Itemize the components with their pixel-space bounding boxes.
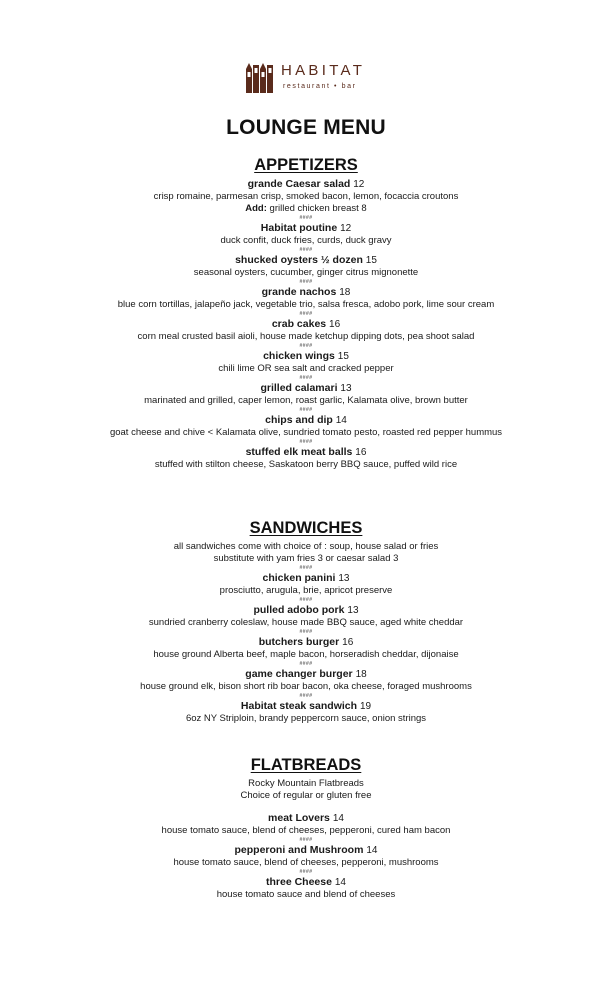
item-name: pulled adobo pork 13 bbox=[253, 604, 359, 616]
item-description: corn meal crusted basil aioli, house made ketchup dipping dots, pea shoot salad bbox=[137, 331, 475, 342]
item-price: 15 bbox=[365, 255, 377, 266]
item-price: 18 bbox=[339, 287, 351, 298]
item-name: stuffed elk meat balls 16 bbox=[245, 446, 367, 458]
item-price: 14 bbox=[332, 813, 344, 824]
item-description: prosciutto, arugula, brie, apricot preserve bbox=[219, 585, 393, 596]
menu-item bbox=[0, 812, 612, 837]
separator: #### bbox=[299, 343, 313, 349]
item-price: 18 bbox=[355, 669, 367, 680]
item-description: house ground Alberta beef, maple bacon, horseradish cheddar, dijonaise bbox=[153, 649, 459, 660]
separator: #### bbox=[299, 869, 313, 875]
separator: #### bbox=[299, 837, 313, 843]
item-name: three Cheese 14 bbox=[266, 876, 346, 888]
item-description: chili lime OR sea salt and cracked pepper bbox=[218, 363, 394, 374]
item-name: grande Caesar salad 12 bbox=[247, 178, 365, 190]
section-note: all sandwiches come with choice of : soup, house salad or fries bbox=[173, 541, 439, 552]
flatbreads-heading: FLATBREADS bbox=[250, 756, 362, 774]
menu-item bbox=[0, 382, 612, 407]
item-price: 12 bbox=[353, 179, 365, 190]
separator: #### bbox=[299, 279, 313, 285]
separator: #### bbox=[299, 215, 313, 221]
separator: #### bbox=[299, 247, 313, 253]
separator: #### bbox=[299, 597, 313, 603]
item-name: game changer burger 18 bbox=[245, 668, 367, 680]
item-name: chips and dip 14 bbox=[265, 414, 347, 426]
menu-item bbox=[0, 446, 612, 471]
item-description: crisp romaine, parmesan crisp, smoked bacon, lemon, focaccia croutons bbox=[153, 191, 459, 202]
menu-item bbox=[0, 414, 612, 439]
item-price: 16 bbox=[342, 637, 354, 648]
menu-item bbox=[0, 636, 612, 661]
item-name: grilled calamari 13 bbox=[260, 382, 352, 394]
item-description: duck confit, duck fries, curds, duck gravy bbox=[220, 235, 392, 246]
separator: #### bbox=[299, 407, 313, 413]
item-price: 14 bbox=[335, 415, 347, 426]
menu-item bbox=[0, 350, 612, 375]
habitat-logo bbox=[0, 60, 612, 100]
menu-item bbox=[0, 222, 612, 247]
section-note: Rocky Mountain Flatbreads bbox=[248, 778, 364, 789]
item-name: crab cakes 16 bbox=[271, 318, 341, 330]
item-name: Habitat poutine 12 bbox=[260, 222, 352, 234]
menu-item bbox=[0, 604, 612, 629]
habitat-logo-mark-icon bbox=[246, 63, 274, 93]
separator: #### bbox=[299, 439, 313, 445]
item-description: house tomato sauce, blend of cheeses, pepperoni, mushrooms bbox=[173, 857, 439, 868]
item-description: house tomato sauce and blend of cheeses bbox=[216, 889, 396, 900]
brand-subtitle: restaurant • bar bbox=[283, 83, 357, 90]
item-name: meat Lovers 14 bbox=[268, 812, 344, 824]
sandwiches-heading: SANDWICHES bbox=[249, 519, 363, 537]
menu-item bbox=[0, 286, 612, 311]
item-price: 19 bbox=[359, 701, 372, 712]
separator: #### bbox=[299, 661, 313, 667]
item-price: 14 bbox=[334, 877, 346, 888]
menu-item bbox=[0, 254, 612, 279]
item-description: seasonal oysters, cucumber, ginger citrus mignonette bbox=[193, 267, 419, 278]
item-description: 6oz NY Striploin, brandy peppercorn sauce, onion strings bbox=[185, 713, 427, 724]
flatbreads-section bbox=[0, 752, 612, 901]
menu-item bbox=[0, 876, 612, 901]
item-name: grande nachos 18 bbox=[261, 286, 351, 298]
item-price: 12 bbox=[340, 223, 352, 234]
item-name: shucked oysters ½ dozen 15 bbox=[235, 254, 377, 266]
appetizers-section bbox=[0, 152, 612, 471]
separator: #### bbox=[299, 565, 313, 571]
item-price: 16 bbox=[329, 319, 341, 330]
item-description: stuffed with stilton cheese, Saskatoon berry BBQ sauce, puffed wild rice bbox=[154, 459, 458, 470]
item-description: goat cheese and chive < Kalamata olive, sundried tomato pesto, roasted red pepper hummus bbox=[109, 427, 503, 438]
section-note: Choice of regular or gluten free bbox=[240, 790, 372, 801]
separator: #### bbox=[299, 693, 313, 699]
item-description: blue corn tortillas, jalapeño jack, vegetable trio, salsa fresca, adobo pork, lime sour cream bbox=[117, 299, 495, 310]
item-price: 16 bbox=[355, 447, 367, 458]
item-description: house ground elk, bison short rib boar bacon, oka cheese, foraged mushrooms bbox=[140, 681, 472, 692]
item-description: house tomato sauce, blend of cheeses, pepperoni, cured ham bacon bbox=[161, 825, 451, 836]
section-note: substitute with yam fries 3 or caesar salad 3 bbox=[213, 553, 399, 564]
appetizers-heading: APPETIZERS bbox=[254, 156, 358, 174]
separator: #### bbox=[299, 311, 313, 317]
item-addon: Add: grilled chicken breast 8 bbox=[245, 203, 367, 214]
item-name: chicken wings 15 bbox=[263, 350, 349, 362]
menu-item bbox=[0, 318, 612, 343]
item-price: 13 bbox=[347, 605, 359, 616]
separator: #### bbox=[299, 629, 313, 635]
item-name: butchers burger 16 bbox=[258, 636, 354, 648]
menu-title: LOUNGE MENU bbox=[226, 116, 386, 139]
sandwiches-section bbox=[0, 515, 612, 725]
brand-name: HABITAT bbox=[281, 62, 366, 79]
menu-item bbox=[0, 572, 612, 597]
item-name: pepperoni and Mushroom 14 bbox=[234, 844, 378, 856]
menu-item bbox=[0, 668, 612, 693]
separator: #### bbox=[299, 375, 313, 381]
item-description: marinated and grilled, caper lemon, roast garlic, Kalamata olive, brown butter bbox=[144, 395, 468, 406]
item-name: Habitat steak sandwich 19 bbox=[240, 700, 372, 712]
menu-item bbox=[0, 178, 612, 215]
item-price: 15 bbox=[337, 351, 349, 362]
item-price: 13 bbox=[340, 383, 352, 394]
item-name: chicken panini 13 bbox=[262, 572, 350, 584]
item-price: 13 bbox=[338, 573, 350, 584]
item-description: sundried cranberry coleslaw, house made BBQ sauce, aged white cheddar bbox=[148, 617, 464, 628]
menu-item bbox=[0, 844, 612, 869]
menu-item bbox=[0, 700, 612, 725]
item-price: 14 bbox=[366, 845, 378, 856]
